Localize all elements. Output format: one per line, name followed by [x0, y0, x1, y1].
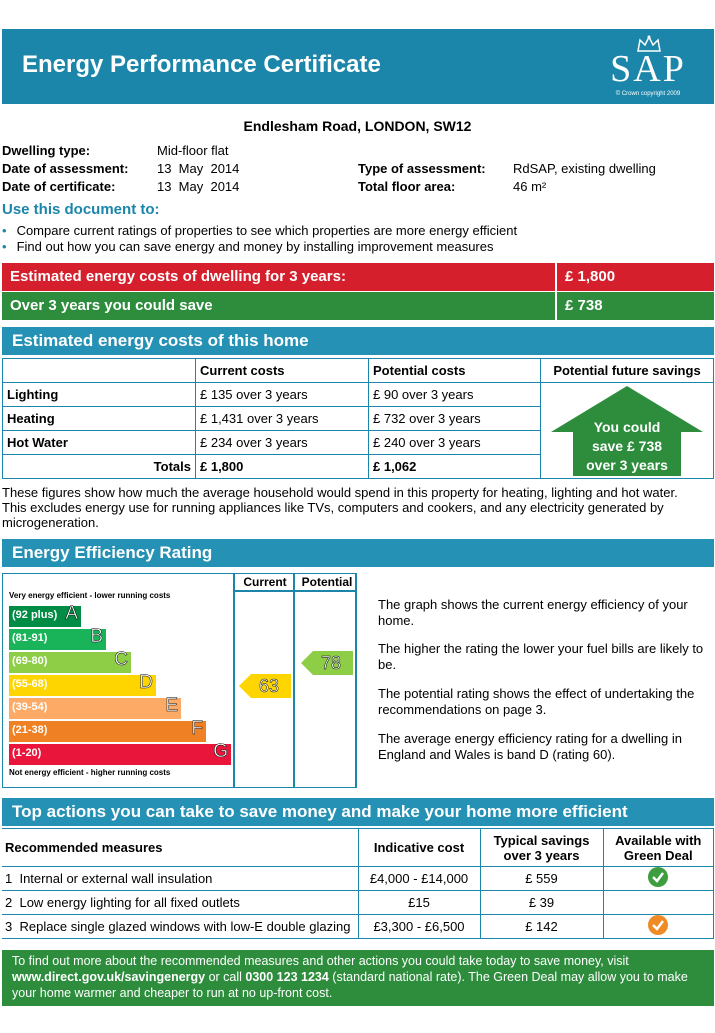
band-range: (1-20)	[12, 747, 42, 759]
current-rating-arrow	[239, 674, 291, 698]
band-d	[9, 672, 156, 696]
header-divider	[233, 590, 357, 592]
dwelling-type: Mid-floor flat	[157, 143, 229, 158]
saving-cell: £ 142	[480, 915, 603, 939]
floor-area: 46 m²	[513, 179, 547, 194]
band-a	[9, 603, 81, 627]
crown-icon	[636, 35, 662, 53]
floor-area-label: Total floor area:	[358, 179, 456, 194]
rating-text: The potential rating shows the effect of undertaking the recommendations on page 3.	[378, 686, 695, 717]
row-name: Lighting	[3, 383, 196, 407]
band-b	[9, 626, 106, 650]
current-cost: £ 1,431 over 3 years	[196, 407, 369, 431]
address: Endlesham Road, LONDON, SW12	[243, 118, 472, 134]
certificate-date: 13 May 2014	[157, 179, 240, 194]
totals-label: Totals	[3, 455, 196, 479]
savings-line: save £ 738	[591, 438, 663, 454]
measure-text: Replace single glazed windows with low-E double glazing	[19, 919, 351, 934]
potential-cost: £ 732 over 3 years	[369, 407, 541, 431]
use-title: Use this document to:	[2, 201, 160, 218]
certificate-date-label: Date of certificate:	[2, 179, 116, 194]
measure-cell	[2, 915, 358, 939]
header-cell: Potential costs	[369, 359, 541, 383]
actions-table	[2, 828, 714, 939]
potential-heading: Potential	[301, 575, 353, 589]
sap-letters: SAP	[610, 48, 686, 90]
rating-text: The average energy efficiency rating for a dwelling in England and Wales is band D (rating 60).	[378, 731, 682, 762]
band-f	[9, 718, 206, 742]
band-c	[9, 649, 131, 673]
band-g	[9, 741, 231, 765]
total-current: £ 1,800	[196, 455, 369, 479]
current-cost: £ 135 over 3 years	[196, 383, 369, 407]
bullet-text: Compare current ratings of properties to see which properties are more energy efficient	[16, 223, 518, 238]
copyright: © Crown copyright 2009	[615, 91, 681, 97]
band-letter: B	[90, 626, 103, 647]
band-range: (55-68)	[12, 678, 48, 690]
cost-summary-label: Estimated energy costs of dwelling for 3 years:	[2, 263, 555, 291]
footer-note	[2, 950, 714, 1006]
rating-text: The graph shows the current energy efficiency of your home.	[378, 597, 688, 628]
potential-cost: £ 240 over 3 years	[369, 431, 541, 455]
table-row	[2, 891, 714, 915]
header-cell: Recommended measures	[2, 829, 358, 867]
green-deal-cell	[603, 867, 714, 891]
band-letter: D	[139, 672, 153, 693]
measure-cell	[2, 891, 358, 915]
footer-text: (standard national rate). The Green Deal may allow you to make your home warmer and cheaper to run at no up-front cost.	[12, 970, 688, 1000]
band-letter: E	[165, 695, 178, 716]
header-cell: Indicative cost	[358, 829, 480, 867]
band-letter: F	[191, 718, 203, 739]
band-range: (92 plus)	[12, 609, 58, 621]
assessment-date: 13 May 2014	[157, 161, 240, 176]
band-range: (21-38)	[12, 724, 48, 736]
measure-number: 2	[5, 895, 13, 910]
rating-chart	[2, 573, 357, 788]
measure-text: Low energy lighting for all fixed outlets	[19, 895, 240, 910]
table-row	[2, 867, 714, 891]
savings-line: over 3 years	[586, 457, 668, 473]
total-potential: £ 1,062	[369, 455, 541, 479]
assessment-date-label: Date of assessment:	[2, 161, 129, 176]
cost-cell: £15	[358, 891, 480, 915]
footer-text: To find out more about the recommended measures and other actions you could take today to save money, visit	[12, 954, 629, 968]
potential-rating-arrow	[301, 651, 353, 675]
row-name: Heating	[3, 407, 196, 431]
band-range: (81-91)	[12, 632, 48, 644]
footer-link[interactable]: www.direct.gov.uk/savingenergy	[12, 970, 206, 984]
page-title: Energy Performance Certificate	[22, 51, 381, 78]
dwelling-type-label: Dwelling type:	[2, 143, 91, 158]
assessment-type-label: Type of assessment:	[358, 161, 486, 176]
savings-arrow-text	[551, 418, 703, 475]
orange-check-icon	[648, 915, 668, 935]
footer-text: or call	[205, 970, 246, 984]
current-heading: Current	[243, 575, 287, 589]
current-cost: £ 234 over 3 years	[196, 431, 369, 455]
band-e	[9, 695, 181, 719]
cost-summary-value: £ 1,800	[557, 263, 714, 291]
header-cell: Current costs	[196, 359, 369, 383]
save-summary-value: £ 738	[557, 292, 714, 320]
rating-section-title: Energy Efficiency Rating	[2, 539, 714, 567]
band-range: (39-54)	[12, 701, 48, 713]
potential-cost: £ 90 over 3 years	[369, 383, 541, 407]
green-deal-cell	[603, 915, 714, 939]
table-row	[2, 915, 714, 939]
bullet-text: Find out how you can save energy and money by installing improvement measures	[16, 239, 494, 254]
header-cell	[3, 359, 196, 383]
table-header-row	[2, 829, 714, 867]
band-letter: G	[213, 741, 228, 762]
measure-number: 1	[5, 871, 13, 886]
table-header-row	[3, 359, 714, 383]
header-bar	[2, 29, 714, 104]
saving-cell: £ 39	[480, 891, 603, 915]
potential-column	[295, 574, 357, 787]
header-cell: Typical savings over 3 years	[480, 829, 603, 867]
bottom-note: Not energy efficient - higher running costs	[9, 768, 171, 777]
potential-rating-value: 78	[320, 653, 342, 673]
row-name: Hot Water	[3, 431, 196, 455]
band-range: (69-80)	[12, 655, 48, 667]
saving-cell: £ 559	[480, 867, 603, 891]
band-letter: A	[65, 603, 78, 624]
assessment-type: RdSAP, existing dwelling	[513, 161, 656, 176]
costs-section-title: Estimated energy costs of this home	[2, 327, 714, 355]
green-deal-cell	[603, 891, 714, 915]
savings-line: You could	[593, 419, 661, 435]
footer-phone: 0300 123 1234	[245, 970, 329, 984]
actions-section-title: Top actions you can take to save money and make your home more efficient	[2, 798, 714, 826]
measure-number: 3	[5, 919, 13, 934]
top-note: Very energy efficient - lower running costs	[9, 591, 171, 600]
use-bullet: • Find out how you can save energy and money by installing improvement measures	[2, 239, 494, 254]
rating-text: The higher the rating the lower your fuel bills are likely to be.	[378, 641, 704, 672]
costs-note: These figures show how much the average household would spend in this property for heating, lighting and hot water. This excludes energy use for running appliances like TVs, computers and cookers, and any electricity generated by microgeneration.	[2, 485, 678, 530]
cost-cell: £4,000 - £14,000	[358, 867, 480, 891]
measure-cell	[2, 867, 358, 891]
use-bullet: • Compare current ratings of properties to see which properties are more energy efficient	[2, 223, 518, 238]
green-check-icon	[648, 867, 668, 887]
save-summary-label: Over 3 years you could save	[2, 292, 555, 320]
header-cell: Available with Green Deal	[603, 829, 714, 867]
measure-text: Internal or external wall insulation	[19, 871, 213, 886]
sap-logo	[598, 35, 698, 97]
cost-cell: £3,300 - £6,500	[358, 915, 480, 939]
header-cell: Potential future savings	[541, 359, 714, 383]
current-rating-value: 63	[258, 676, 280, 696]
band-letter: C	[114, 649, 128, 670]
